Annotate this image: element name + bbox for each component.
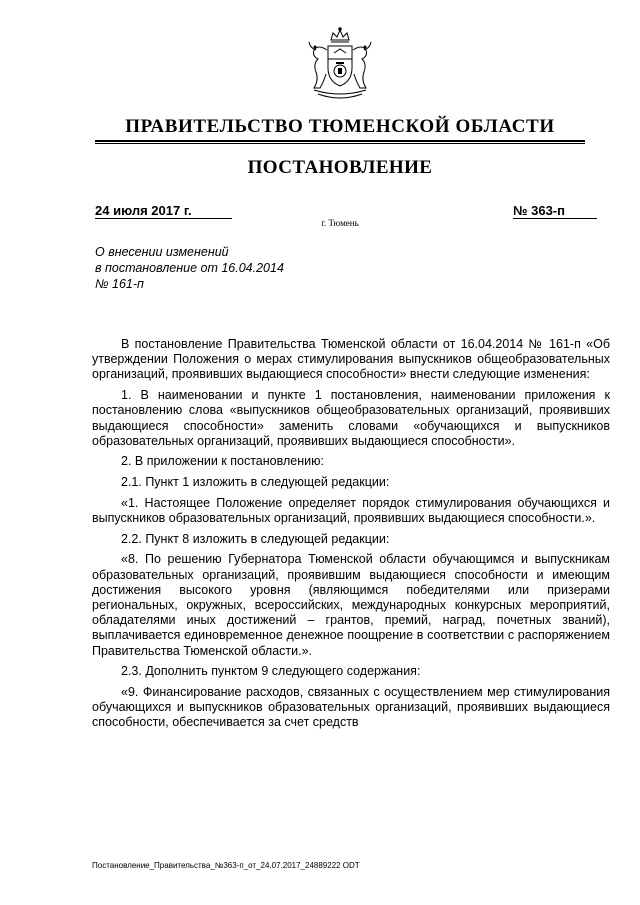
- footer-filename: Постановление_Правительства_№363-п_от_24.07.2017_24889222 ODT: [92, 861, 360, 870]
- document-date: 24 июля 2017 г.: [95, 203, 232, 219]
- document-city: г. Тюмень: [321, 218, 359, 228]
- body-paragraph: «1. Настоящее Положение определяет порядок стимулирования обучающихся и выпускников образовательных организаций, проявивших выдающиеся способности.».: [92, 495, 610, 526]
- header-rule-thin: [95, 143, 585, 144]
- document-subject: [95, 244, 395, 292]
- subject-line: О внесении изменений: [95, 245, 229, 259]
- coat-of-arms-emblem: [300, 26, 380, 106]
- document-type-heading: ПОСТАНОВЛЕНИЕ: [247, 157, 433, 178]
- body-paragraph: 2.1. Пункт 1 изложить в следующей редакции:: [121, 475, 390, 490]
- document-number: № 363-п: [513, 203, 597, 219]
- body-paragraph: «8. По решению Губернатора Тюменской области обучающимся и выпускникам образовательных организаций, проявившим выдающиеся способности и имеющим достижения высокого уровня (являющимся победителями или призерами региональных, окружных, всероссийских, международных конкурсных мероприятий, обладателями иных достижений – грантов, премий, наград, почетных званий), выплачивается единовременное денежное поощрение в соответствии с распоряжением Правительства Тюменской области.».: [92, 552, 610, 658]
- body-paragraph: 2.3. Дополнить пунктом 9 следующего содержания:: [121, 664, 421, 679]
- body-paragraph: В постановление Правительства Тюменской области от 16.04.2014 № 161-п «Об утверждении Положения о мерах стимулирования выпускников общеобразовательных организаций, проявивших выдающиеся способности» внести следующие изменения:: [92, 337, 610, 382]
- government-title: ПРАВИТЕЛЬСТВО ТЮМЕНСКОЙ ОБЛАСТИ: [125, 116, 555, 137]
- body-paragraph: «9. Финансирование расходов, связанных с осуществлением мер стимулирования обучающихся и выпускников образовательных организаций, проявивших выдающиеся способности, обеспечивается за счет средств: [92, 685, 610, 730]
- body-paragraph: 1. В наименовании и пункте 1 постановления, наименовании приложения к постановлению слова «выпускников общеобразовательных организаций, проявивших выдающиеся способности» заменить словами «обучающихся и выпускников образовательных организаций, проявивших выдающиеся способности».: [92, 388, 610, 448]
- subject-line: № 161-п: [95, 277, 144, 291]
- header-rule-thick: [95, 140, 585, 142]
- document-body: [92, 337, 610, 736]
- body-paragraph: 2. В приложении к постановлению:: [121, 454, 324, 469]
- body-paragraph: 2.2. Пункт 8 изложить в следующей редакции:: [121, 531, 390, 546]
- subject-line: в постановление от 16.04.2014: [95, 261, 284, 275]
